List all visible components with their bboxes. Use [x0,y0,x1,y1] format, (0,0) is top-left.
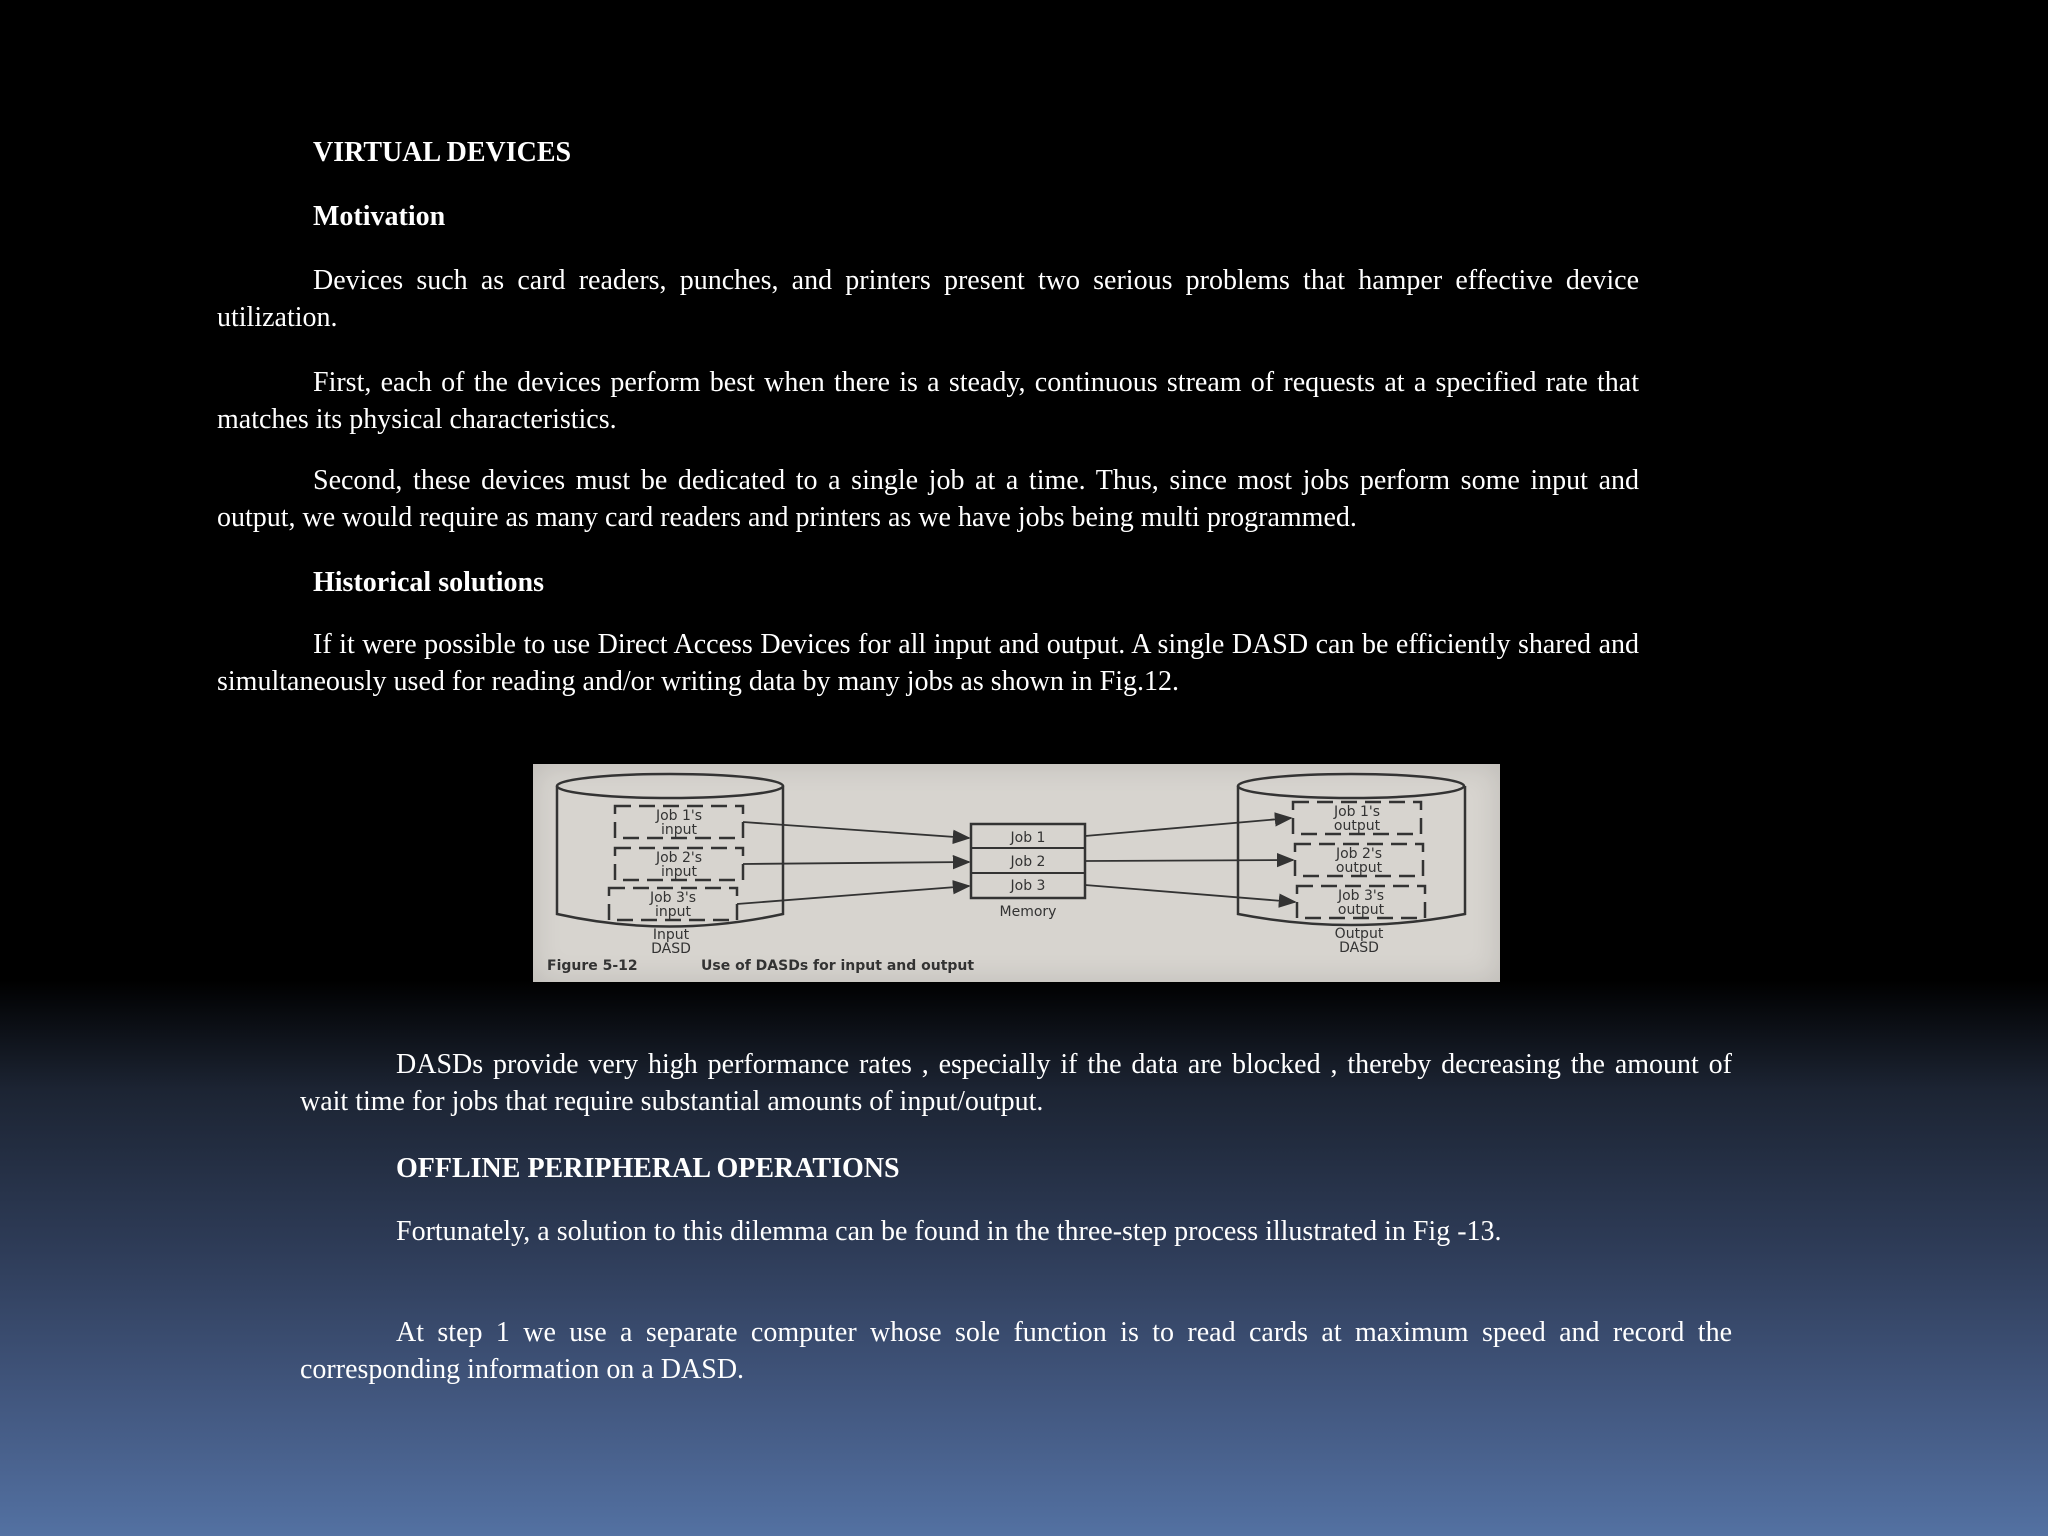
figure-caption-text: Use of DASDs for input and output [701,958,975,974]
input-job-1-line2: input [660,822,698,838]
arrows-memory-to-output [1085,818,1295,902]
input-dasd-label-2: DASD [651,941,691,957]
paragraph-second [217,462,1639,536]
output-job-3-line1: Job 3's [1337,888,1385,904]
output-job-3-line2: output [1337,902,1385,918]
paragraph-if-text: If it were possible to use Direct Access Devices for all input and output. A single DASD can be efficiently shared and simultaneously used for reading and/or writing data by many jobs as shown in Fig.12. [217,629,1639,697]
paragraph-step-1 [300,1314,1732,1388]
input-dasd-label-1: Input [652,927,690,943]
heading-historical-solutions: Historical solutions [313,567,545,598]
input-job-2-line2: input [660,864,698,880]
output-job-1-line1: Job 1's [1333,804,1381,820]
heading-offline-peripheral-operations: OFFLINE PERIPHERAL OPERATIONS [396,1153,900,1184]
input-job-1-line1: Job 1's [655,808,703,824]
output-job-1-line2: output [1333,818,1381,834]
paragraph-fortunately [300,1213,1732,1250]
paragraph-first-text: First, each of the devices perform best when there is a steady, continuous stream of requests at a specified rate that matches its physical characteristics. [217,367,1639,435]
paragraph-dasds [300,1046,1732,1120]
paragraph-step-1-text: At step 1 we use a separate computer whose sole function is to read cards at maximum speed and record the corresponding information on a DASD. [300,1317,1732,1385]
output-dasd-label-1: Output [1334,926,1384,942]
output-job-2-line2: output [1335,860,1383,876]
memory-job-2: Job 2 [1010,854,1046,870]
paragraph-second-text: Second, these devices must be dedicated to a single job at a time. Thus, since most jobs perform some input and output, we would require as many card readers and printers as we have jobs being multi programmed. [217,465,1639,533]
memory-label: Memory [999,904,1057,920]
input-job-3-line2: input [654,904,692,920]
output-job-2-line1: Job 2's [1335,846,1383,862]
paragraph-fortunately-text: Fortunately, a solution to this dilemma can be found in the three-step process illustrated in Fig -13. [396,1216,1502,1247]
input-job-2-line1: Job 2's [655,850,703,866]
heading-virtual-devices: VIRTUAL DEVICES [313,137,572,168]
memory-job-3: Job 3 [1010,878,1046,894]
paragraph-devices [217,262,1639,336]
figure-diagram [533,764,1500,982]
memory-job-1: Job 1 [1010,830,1046,846]
output-dasd-label-2: DASD [1339,940,1379,956]
paragraph-if [217,626,1639,700]
arrows-input-to-memory [737,822,969,904]
figure-dasd-io [533,764,1500,982]
paragraph-devices-text: Devices such as card readers, punches, and printers present two serious problems that hamper effective device utilization. [217,265,1639,333]
paragraph-first [217,364,1639,438]
figure-caption-number: Figure 5-12 [547,958,638,974]
input-job-3-line1: Job 3's [649,890,697,906]
heading-motivation: Motivation [313,201,446,232]
paragraph-dasds-text: DASDs provide very high performance rates , especially if the data are blocked , thereby decreasing the amount of wait time for jobs that require substantial amounts of input/output. [300,1049,1732,1117]
